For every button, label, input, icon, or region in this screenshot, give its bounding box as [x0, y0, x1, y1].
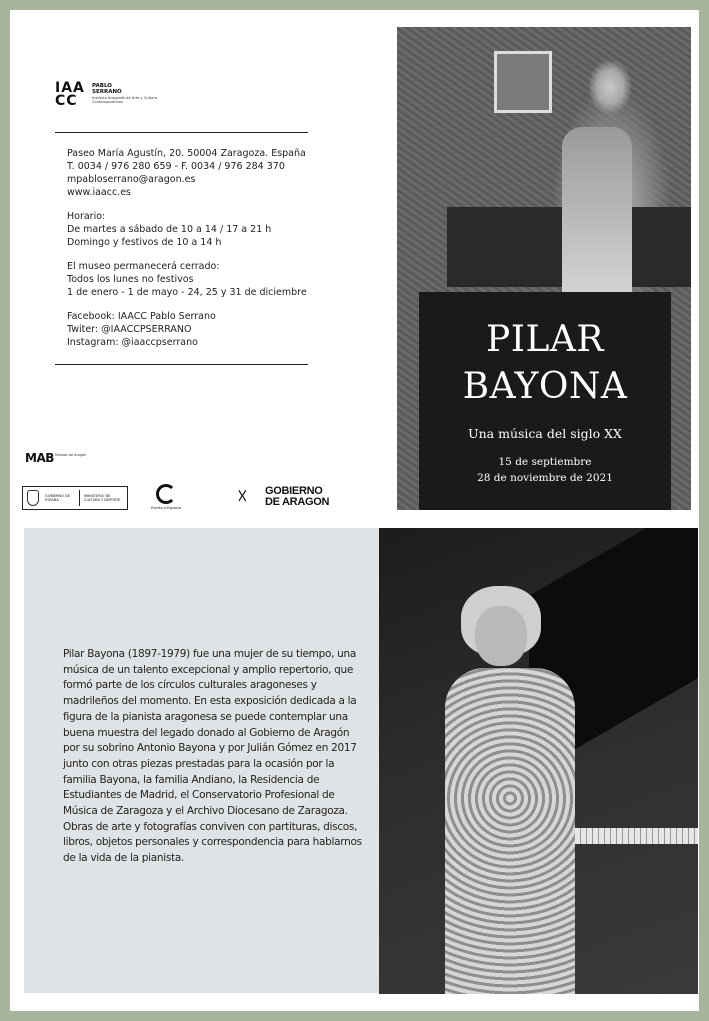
title-box [419, 292, 671, 510]
date-end: 28 de noviembre de 2021 [477, 472, 613, 484]
portrait-photo [379, 528, 698, 994]
description-panel [24, 528, 379, 993]
divider-bottom [55, 364, 308, 365]
description-text: Pilar Bayona (1897-1979) fue una mujer de su tiempo, una música de un talento excepcional y amplio repertorio, que formó parte de los círculos culturales aragoneses y madrileños del momento. En esta exposición dedicada a la figura de la pianista aragonesa se puede contemplar una buena muestra del legado donado al Gobierno de Aragón por su sobrino Antonio Bayona y por Julián Gómez en 2017 junto con otras piezas prestadas para la ocasión por la familia Bayona, la familia Andiano, la Residencia de Estudiantes de Madrid, el Conservatorio Profesional de Música de Zaragoza y el Archivo Diocesano de Zaragoza. Obras de arte y fotografías conviven con partituras, discos, libros, objetos personales y correspondencia para hablarnos de la vida de la pianista. [63, 648, 362, 865]
brochure-sheet [10, 10, 699, 1011]
exhibition-dates [419, 454, 671, 486]
divider-top [55, 132, 308, 133]
email-link[interactable]: mpabloserrano@aragon.es [67, 174, 196, 185]
aragon-logo-text [265, 486, 329, 508]
closed-dates: 1 de enero - 1 de mayo - 24, 25 y 31 de diciembre [67, 287, 307, 298]
iaacc-logo [55, 82, 195, 122]
museum-info [67, 147, 317, 349]
instagram-link[interactable]: Instagram: @iaaccpserrano [67, 337, 198, 348]
iaacc-logo-mark: IAA CC [55, 80, 85, 109]
wall-painting [494, 51, 552, 113]
closed-title: El museo permanecerá cerrado: [67, 261, 220, 272]
aragon-mark-icon: ☓ [237, 484, 246, 508]
website-link[interactable]: www.iaacc.es [67, 187, 131, 198]
iaacc-logo-name: PABLO SERRANO [92, 83, 122, 95]
hours-title: Horario: [67, 211, 106, 222]
coat-of-arms-icon [27, 490, 39, 506]
address: Paseo María Agustín, 20. 50004 Zaragoza. España [67, 148, 306, 159]
puerta-logo [148, 484, 184, 514]
title-line-2: BAYONA [462, 366, 628, 407]
closed-mondays: Todos los lunes no festivos [67, 274, 194, 285]
phone-fax: T. 0034 / 976 280 659 - F. 0034 / 976 284 370 [67, 161, 285, 172]
puerta-logo-text: Puerta a Espacio [151, 506, 181, 510]
twitter-link[interactable]: Twiter: @IAACCPSERRANO [67, 324, 192, 335]
date-start: 15 de septiembre [498, 456, 592, 468]
pianist-face [475, 606, 527, 666]
puerta-ring-icon [156, 484, 176, 504]
hours-sunday: Domingo y festivos de 10 a 14 h [67, 237, 222, 248]
gobierno-espana-logo [22, 486, 128, 510]
title-line-1: PILAR [486, 319, 604, 360]
exhibition-subtitle: Una música del siglo XX [468, 426, 622, 441]
exhibition-title [419, 316, 671, 410]
aragon-logo-line1: GOBIERNO [265, 485, 323, 497]
facebook-link[interactable]: Facebook: IAACC Pablo Serrano [67, 311, 216, 322]
pianist-dress [445, 668, 575, 994]
ministerio-text: MINISTERIO DE CULTURA Y DEPORTE [84, 494, 121, 502]
mab-logo-text: Museos de Aragón [55, 453, 87, 457]
iaacc-logo-subtitle: Instituto Aragonés de Arte y Cultura Contemporáneos [92, 96, 157, 105]
gobierno-aragon-logo [237, 484, 349, 512]
gobierno-espana-text: GOBIERNO DE ESPAÑA [45, 494, 70, 502]
logo-separator [79, 490, 80, 506]
mab-logo-mark: MAB [25, 451, 54, 465]
pianist-figure [562, 127, 632, 307]
aragon-logo-line2: DE ARAGON [265, 496, 330, 508]
hours-weekdays: De martes a sábado de 10 a 14 / 17 a 21 h [67, 224, 272, 235]
